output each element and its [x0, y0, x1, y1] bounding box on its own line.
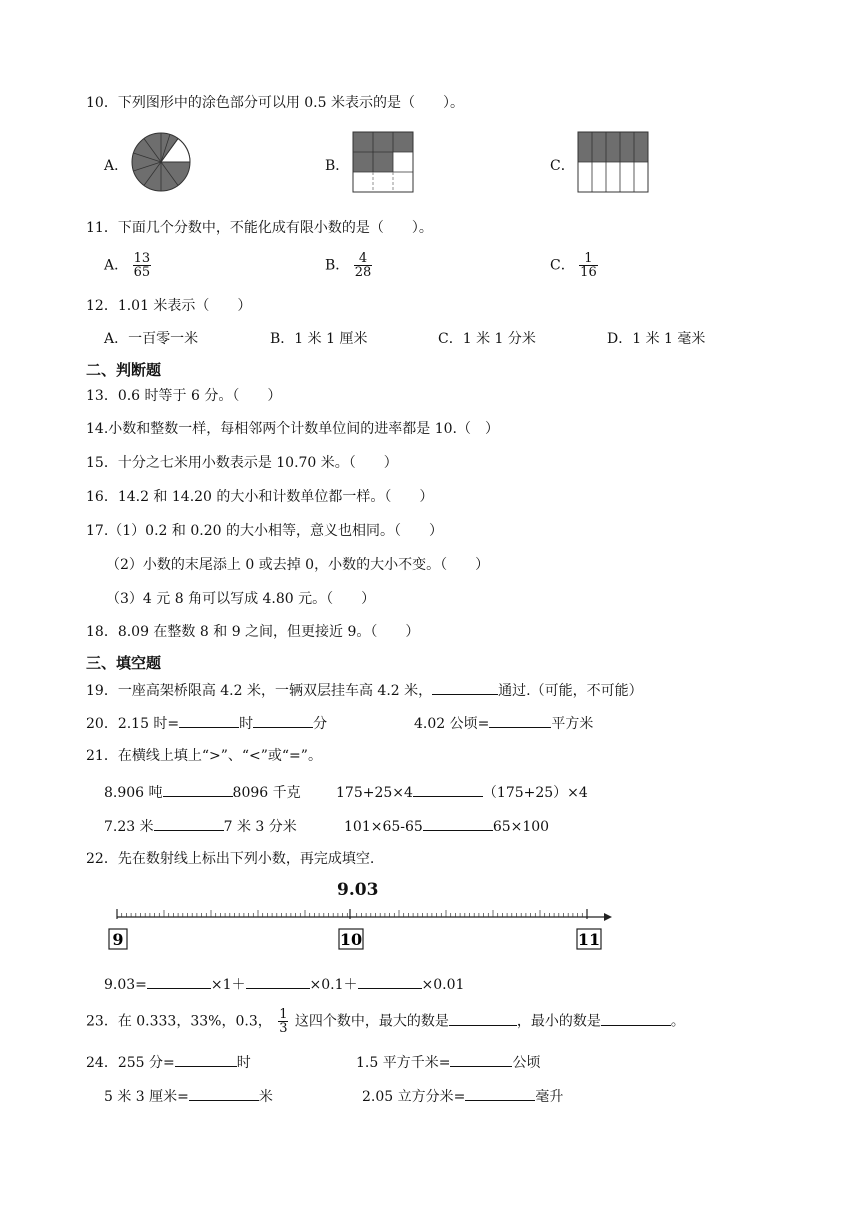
q11-option-c-numerator: 1 [579, 252, 598, 266]
q23-denominator: 3 [279, 1021, 288, 1036]
q10-option-b-label: B． [325, 158, 350, 174]
q10-stem: 10．下列图形中的涂色部分可以用 0.5 米表示的是（ ）。 [86, 95, 464, 111]
q11-option-a-numerator: 13 [133, 251, 151, 266]
q10-option-c-bars [577, 131, 649, 193]
q14-text: 14.小数和整数一样，每相邻两个计数单位间的进率都是 10.（ ） [86, 421, 499, 437]
q10-option-b-grid [352, 131, 414, 193]
q24-line1-left [86, 1052, 251, 1072]
q11-option-a-fraction [133, 252, 152, 279]
q22-line-d: ×0.01 [421, 977, 465, 993]
q24-line2-left [104, 1086, 273, 1106]
q21-blank-4[interactable] [423, 816, 493, 831]
q11-option-b-numerator: 4 [354, 252, 373, 266]
q16-text: 16．14.2 和 14.20 的大小和计数单位都一样。（ ） [86, 489, 434, 505]
q19-text-b: 通过.（可能，不可能） [498, 683, 643, 699]
q19-answer-blank[interactable] [432, 680, 498, 695]
tick-label-11: 11 [577, 930, 601, 949]
q18-text: 18．8.09 在整数 8 和 9 之间，但更接近 9。（ ） [86, 624, 420, 640]
q20-blank-hours[interactable] [179, 713, 239, 728]
q11-option-a-denominator: 65 [133, 265, 151, 280]
q24-blank-meters[interactable] [189, 1086, 259, 1101]
q12-option-d: D．1 米 1 毫米 [607, 331, 706, 347]
q24-text-f: 米 [258, 1089, 273, 1105]
q23-numerator: 1 [279, 1007, 288, 1022]
q22-stem: 22．先在数射线上标出下列小数，再完成填空. [86, 851, 375, 867]
q21-r2d: 65×100 [492, 819, 550, 835]
q24-text-g: 2.05 立方分米= [362, 1089, 466, 1105]
q21-row2-left [104, 816, 297, 836]
q13-text: 13．0.6 时等于 6 分。（ ） [86, 388, 282, 404]
q24-text-e: 5 米 3 厘米= [104, 1089, 189, 1105]
number-line-arrow-icon [604, 913, 612, 921]
q23-text-a: 23．在 0.333，33%，0.3， [86, 1013, 272, 1030]
q12-option-b: B．1 米 1 厘米 [270, 331, 368, 347]
q21-r1c: 175+25×4 [336, 785, 413, 801]
q17-part-3: （3）4 元 8 角可以写成 4.80 元。（ ） [106, 591, 376, 607]
q11-option-b-fraction [354, 252, 373, 279]
tick-label-9: 9 [112, 930, 124, 949]
q11-option-c-denominator: 16 [580, 265, 597, 280]
q24-blank-hectares[interactable] [450, 1052, 512, 1067]
q21-r2a: 7.23 米 [104, 819, 154, 835]
q24-blank-hours[interactable] [175, 1052, 237, 1067]
section-3-heading: 三、填空题 [86, 654, 162, 672]
q21-row1-right [336, 782, 588, 802]
tick-label-10: 10 [339, 930, 363, 949]
q11-option-a [104, 252, 151, 279]
q11-option-c-label: C． [550, 257, 575, 274]
q21-r1d: （175+25）×4 [482, 785, 588, 801]
q11-option-b [325, 252, 372, 279]
q20-text-b: 时 [239, 716, 254, 732]
q24-line2-right [362, 1086, 563, 1106]
q21-blank-1[interactable] [163, 782, 233, 797]
q21-blank-3[interactable] [154, 816, 224, 831]
q20-line-right [414, 713, 593, 733]
q23-text-d: 。 [670, 1013, 685, 1030]
q21-r1b: 8096 千克 [232, 785, 301, 801]
q22-blank-tenths[interactable] [246, 974, 310, 989]
q23-blank-max[interactable] [449, 1011, 517, 1026]
q11-option-b-label: B． [325, 257, 350, 274]
q21-blank-2[interactable] [413, 782, 483, 797]
q24-text-d: 公顷 [512, 1055, 541, 1071]
q12-option-c: C．1 米 1 分米 [438, 331, 536, 347]
q23-text-c: ，最小的数是 [516, 1013, 601, 1030]
q20-blank-square-meters[interactable] [489, 713, 551, 728]
q12-option-a: A．一百零一米 [104, 331, 199, 347]
q22-fill-line [104, 974, 464, 994]
q20-text-c: 分 [313, 716, 328, 732]
q24-blank-milliliters[interactable] [465, 1086, 535, 1101]
q20-text-d: 4.02 公顷= [414, 716, 490, 732]
q23-line [86, 1008, 685, 1035]
q11-stem: 11．下面几个分数中，不能化成有限小数的是（ ）。 [86, 220, 433, 236]
q24-text-c: 1.5 平方千米= [356, 1055, 451, 1071]
number-line-minor-ticks [122, 910, 583, 917]
q21-stem: 21．在横线上填上“>”、“<”或“=”。 [86, 748, 322, 764]
q20-blank-minutes[interactable] [253, 713, 313, 728]
q24-text-h: 毫升 [535, 1089, 564, 1105]
q21-r2c: 101×65-65 [344, 819, 423, 835]
q11-option-a-label: A． [104, 257, 129, 274]
q19-line [86, 680, 643, 700]
q23-text-b: 这四个数中，最大的数是 [294, 1013, 449, 1030]
q10-option-c-label: C． [550, 158, 575, 174]
q22-blank-ones[interactable] [147, 974, 211, 989]
q24-line1-right [356, 1052, 540, 1072]
q24-text-a: 24．255 分= [86, 1055, 175, 1071]
q22-number-line[interactable] [100, 905, 620, 955]
q22-blank-hundredths[interactable] [358, 974, 422, 989]
q23-fraction [278, 1008, 288, 1035]
q17-part-2: （2）小数的末尾添上 0 或去掉 0，小数的大小不变。（ ） [106, 557, 490, 573]
q23-blank-min[interactable] [601, 1011, 671, 1026]
q11-option-c [550, 252, 598, 279]
q11-option-b-denominator: 28 [354, 265, 372, 280]
q21-row2-right [344, 816, 549, 836]
q17-part-1: 17.（1）0.2 和 0.20 的大小相等，意义也相同。（ ） [86, 523, 443, 539]
q24-text-b: 时 [236, 1055, 251, 1071]
q20-line-left [86, 713, 327, 733]
q10-option-a-pie [130, 131, 192, 193]
q21-r1a: 8.906 吨 [104, 785, 163, 801]
q19-text-a: 19．一座高架桥限高 4.2 米，一辆双层挂车高 4.2 米， [86, 683, 433, 699]
q21-r2b: 7 米 3 分米 [223, 819, 297, 835]
q15-text: 15．十分之七米用小数表示是 10.70 米。（ ） [86, 455, 398, 471]
q20-text-a: 20．2.15 时= [86, 716, 180, 732]
section-2-heading: 二、判断题 [86, 361, 162, 379]
q22-marker-label: 9.03 [337, 880, 379, 900]
q12-stem: 12．1.01 米表示（ ） [86, 298, 252, 314]
q22-line-c: ×0.1＋ [309, 977, 358, 993]
q21-row1-left [104, 782, 301, 802]
q11-option-c-fraction [579, 252, 598, 279]
q22-line-a: 9.03= [104, 977, 147, 993]
q10-option-a-label: A． [104, 158, 129, 174]
q20-text-e: 平方米 [551, 716, 594, 732]
q22-line-b: ×1＋ [210, 977, 246, 993]
